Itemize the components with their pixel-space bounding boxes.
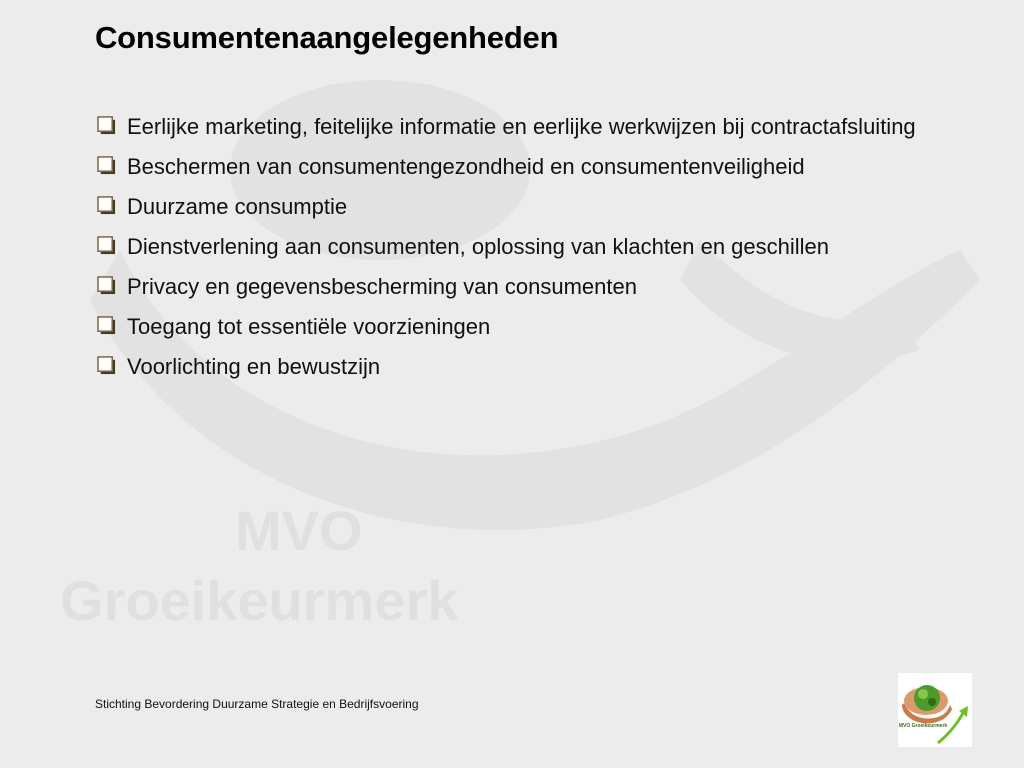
- checkbox-bullet-icon: [97, 196, 116, 215]
- bullet-item: [95, 150, 955, 184]
- bullet-item: [95, 350, 955, 384]
- globe-in-hands-icon: [898, 673, 972, 747]
- bullet-item: [95, 310, 955, 344]
- bullet-list: [95, 110, 955, 390]
- bullet-item: [95, 110, 955, 144]
- slide-title: Consumentenaangelegenheden: [95, 20, 559, 55]
- bullet-item: [95, 230, 955, 264]
- checkbox-bullet-icon: [97, 316, 116, 335]
- footer-text: Stichting Bevordering Duurzame Strategie en Bedrijfsvoering: [95, 697, 419, 711]
- bullet-item: [95, 270, 955, 304]
- checkbox-bullet-icon: [97, 236, 116, 255]
- bullet-text: Beschermen van consumentengezondheid en consumentenveiligheid: [127, 154, 805, 179]
- bullet-text: Dienstverlening aan consumenten, oplossing van klachten en geschillen: [127, 234, 830, 259]
- bullet-text: Duurzame consumptie: [127, 194, 348, 219]
- checkbox-bullet-icon: [97, 116, 116, 135]
- bullet-text: Privacy en gegevensbescherming van consumenten: [127, 274, 637, 299]
- mvo-logo: [898, 673, 972, 747]
- checkbox-bullet-icon: [97, 156, 116, 175]
- checkbox-bullet-icon: [97, 276, 116, 295]
- bullet-text: Eerlijke marketing, feitelijke informatie en eerlijke werkwijzen bij contractafsluiting: [127, 114, 916, 139]
- bullet-item: [95, 190, 955, 224]
- bullet-text: Voorlichting en bewustzijn: [127, 354, 381, 379]
- logo-label: MVO Groeikeurmerk: [898, 723, 948, 729]
- watermark-text-line2: Groeikeurmerk: [60, 569, 459, 632]
- watermark-text-line1: MVO: [235, 499, 363, 562]
- checkbox-bullet-icon: [97, 356, 116, 375]
- bullet-text: Toegang tot essentiële voorzieningen: [127, 314, 491, 339]
